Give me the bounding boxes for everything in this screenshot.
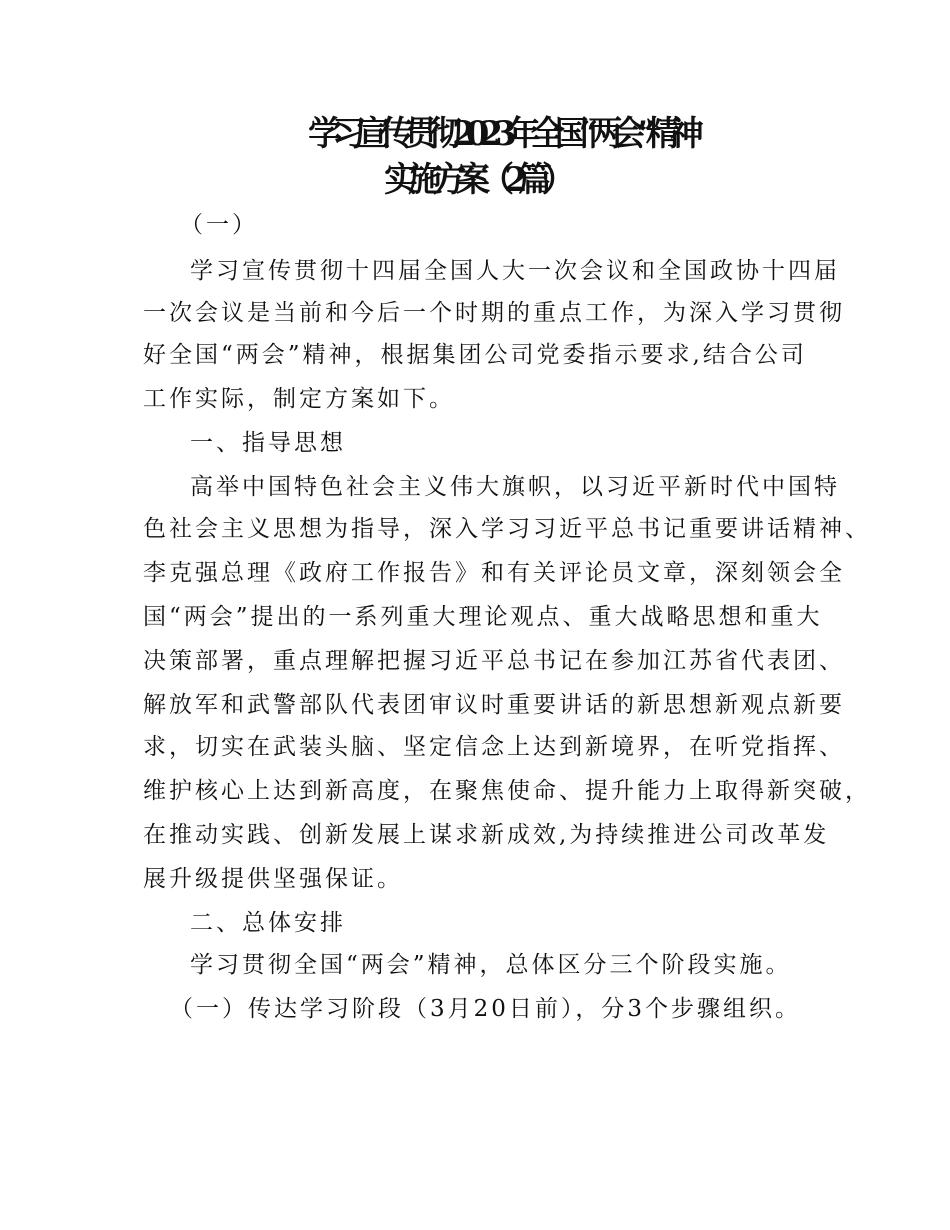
paragraph-line: 高举中国特色社会主义伟大旗帜，以习近平新时代中国特: [190, 474, 840, 500]
paragraph-line: 决策部署，重点理解把握习近平总书记在参加江苏省代表团、: [143, 648, 845, 674]
paragraph-line: 求，切实在武装头脑、坚定信念上达到新境界，在听党指挥、: [143, 734, 845, 760]
paragraph-line: （一）传达学习阶段（3月20日前），分3个步骤组织。: [170, 996, 802, 1022]
paragraph-line: 学习宣传贯彻十四届全国人大一次会议和全国政协十四届: [190, 258, 840, 284]
paragraph-line: 学习贯彻全国“两会”精神，总体区分三个阶段实施。: [190, 952, 792, 978]
paragraph-line: 国“两会”提出的一系列重大理论观点、重大战略思想和重大: [143, 604, 823, 630]
paragraph-line: 解放军和武警部队代表团审议时重要讲话的新思想新观点新要: [143, 692, 845, 718]
paragraph-line: 维护核心上达到新高度，在聚焦使命、提升能力上取得新突破，: [143, 778, 871, 804]
section-heading: 二、总体安排: [190, 910, 346, 936]
paragraph-line: 好全国“两会”精神，根据集团公司党委指示要求,结合公司: [143, 342, 807, 368]
paragraph-line: 展升级提供坚强保证。: [143, 866, 403, 892]
paragraph-line: 色社会主义思想为指导，深入学习习近平总书记重要讲话精神、: [143, 516, 871, 542]
document-title-line-2: 实施方案（2篇）: [384, 160, 566, 200]
paragraph-line: 李克强总理《政府工作报告》和有关评论员文章，深刻领会全: [143, 560, 845, 586]
paragraph-line: 工作实际，制定方案如下。: [143, 386, 455, 412]
section-heading: 一、指导思想: [190, 430, 346, 456]
paragraph-line: 在推动实践、创新发展上谋求新成效,为持续推进公司改革发: [143, 822, 830, 848]
document-title-line-1: 学习宣传贯彻2023年全国“两会”精神: [308, 114, 694, 154]
paragraph-line: 一次会议是当前和今后一个时期的重点工作，为深入学习贯彻: [143, 300, 845, 326]
section-marker: （一）: [180, 212, 258, 238]
